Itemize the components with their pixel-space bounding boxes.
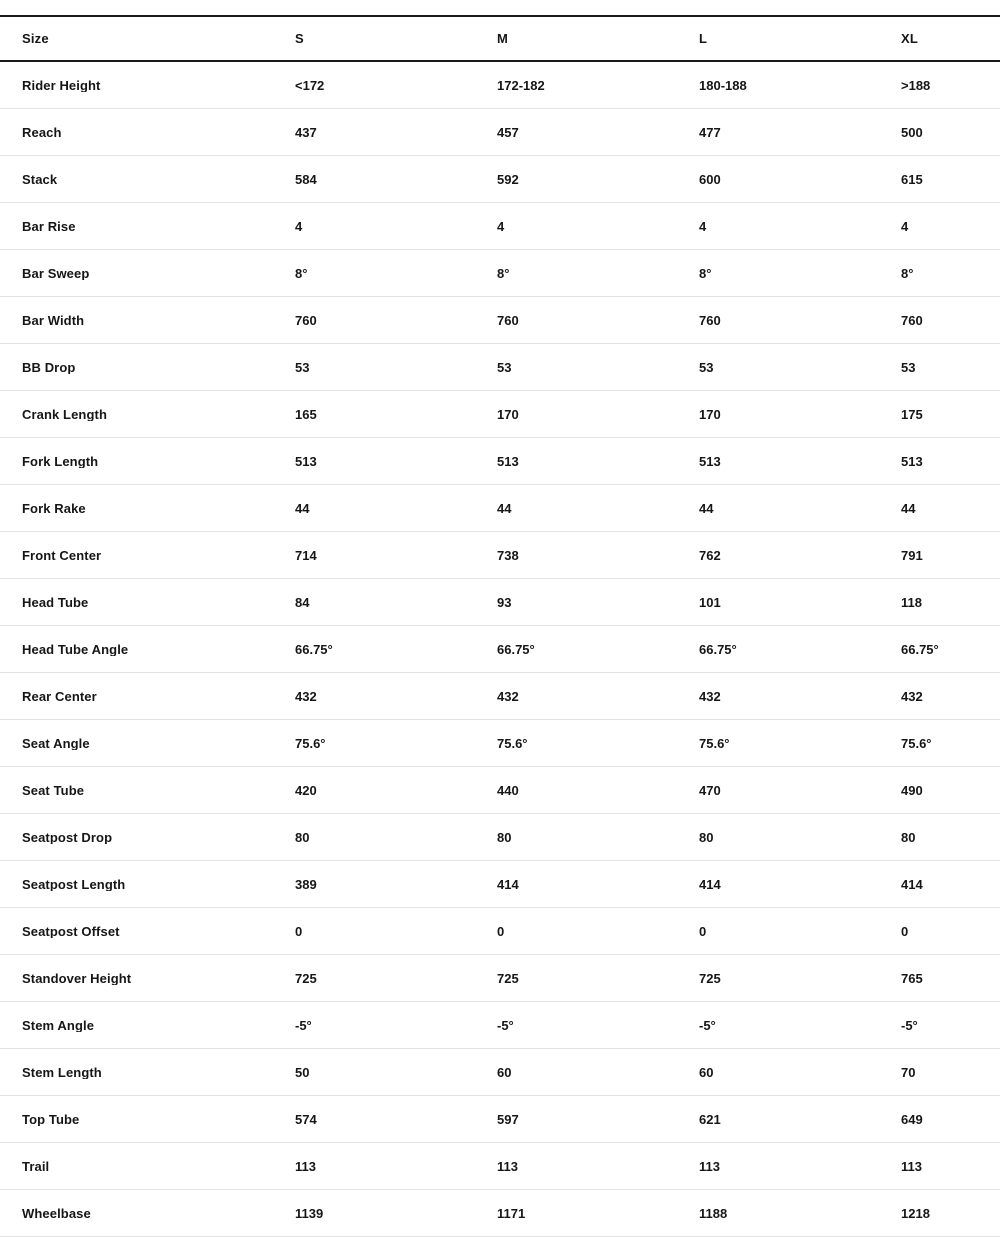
cell-value-xl: 414 — [901, 877, 923, 891]
cell-value-l: 113 — [699, 1159, 720, 1173]
cell-value-l: 760 — [699, 313, 721, 327]
cell-value-xl: 53 — [901, 360, 916, 374]
cell-value-s: 4 — [295, 219, 303, 233]
cell-value-m: 592 — [497, 172, 519, 186]
table-row — [0, 62, 1000, 109]
cell-value-m: 53 — [497, 360, 512, 374]
cell-value-l: 80 — [699, 830, 714, 844]
cell-value-l: 170 — [699, 407, 721, 421]
cell-value-l: 180-188 — [699, 78, 747, 92]
cell-value-xl: 615 — [901, 172, 923, 186]
cell-value-m: 75.6° — [497, 736, 528, 750]
cell-value-s: 75.6° — [295, 736, 326, 750]
row-label: Fork Length — [22, 454, 99, 468]
cell-value-xl: >188 — [901, 78, 931, 92]
cell-value-m: 0 — [497, 924, 505, 938]
cell-value-xl: 118 — [901, 595, 922, 609]
cell-value-s: 53 — [295, 360, 310, 374]
row-label: Head Tube — [22, 595, 89, 609]
table-row — [0, 391, 1000, 438]
row-label: Reach — [22, 125, 62, 139]
cell-value-s: 437 — [295, 125, 317, 139]
cell-value-m: 440 — [497, 783, 519, 797]
cell-value-l: 53 — [699, 360, 714, 374]
cell-value-m: 66.75° — [497, 642, 535, 656]
column-header-size: Size — [22, 32, 49, 45]
table-row — [0, 908, 1000, 955]
cell-value-l: 600 — [699, 172, 721, 186]
cell-value-l: 621 — [699, 1112, 721, 1126]
cell-value-m: 4 — [497, 219, 505, 233]
row-label: Fork Rake — [22, 501, 86, 515]
cell-value-s: 1139 — [295, 1206, 324, 1220]
row-label: Seatpost Length — [22, 877, 126, 891]
cell-value-l: 725 — [699, 971, 721, 985]
cell-value-xl: 8° — [901, 266, 914, 280]
cell-value-l: 8° — [699, 266, 712, 280]
cell-value-l: 60 — [699, 1065, 714, 1079]
cell-value-xl: 500 — [901, 125, 923, 139]
table-row — [0, 720, 1000, 767]
row-label: Seat Angle — [22, 736, 90, 750]
row-label: Seat Tube — [22, 783, 85, 797]
column-header-s: S — [295, 32, 304, 45]
row-label: Bar Sweep — [22, 266, 90, 280]
cell-value-xl: 44 — [901, 501, 916, 515]
row-label: Front Center — [22, 548, 102, 562]
cell-value-m: 760 — [497, 313, 519, 327]
table-row — [0, 955, 1000, 1002]
cell-value-m: 597 — [497, 1112, 519, 1126]
cell-value-l: 477 — [699, 125, 721, 139]
cell-value-xl: 432 — [901, 689, 923, 703]
table-row — [0, 814, 1000, 861]
cell-value-xl: 66.75° — [901, 642, 939, 656]
table-row — [0, 203, 1000, 250]
cell-value-xl: 490 — [901, 783, 923, 797]
table-row — [0, 1143, 1000, 1190]
cell-value-m: -5° — [497, 1018, 514, 1032]
cell-value-s: 50 — [295, 1065, 310, 1079]
cell-value-m: 113 — [497, 1159, 518, 1173]
cell-value-l: 762 — [699, 548, 721, 562]
row-label: Stem Length — [22, 1065, 102, 1079]
cell-value-m: 457 — [497, 125, 519, 139]
table-row — [0, 156, 1000, 203]
row-label: Wheelbase — [22, 1206, 91, 1220]
column-header-l: L — [699, 32, 708, 45]
cell-value-xl: 649 — [901, 1112, 923, 1126]
table-row — [0, 626, 1000, 673]
cell-value-m: 80 — [497, 830, 512, 844]
cell-value-s: 432 — [295, 689, 317, 703]
table-row — [0, 485, 1000, 532]
cell-value-m: 414 — [497, 877, 519, 891]
cell-value-s: 0 — [295, 924, 303, 938]
cell-value-xl: 765 — [901, 971, 923, 985]
table-row — [0, 1049, 1000, 1096]
cell-value-m: 170 — [497, 407, 519, 421]
cell-value-s: -5° — [295, 1018, 312, 1032]
table-row — [0, 344, 1000, 391]
row-label: Rear Center — [22, 689, 97, 703]
table-row — [0, 109, 1000, 156]
cell-value-xl: 113 — [901, 1159, 922, 1173]
cell-value-l: 75.6° — [699, 736, 730, 750]
table-row — [0, 1096, 1000, 1143]
cell-value-l: 414 — [699, 877, 721, 891]
table-body — [0, 62, 1000, 1237]
cell-value-xl: 4 — [901, 219, 909, 233]
cell-value-m: 93 — [497, 595, 512, 609]
cell-value-m: 8° — [497, 266, 510, 280]
cell-value-s: 165 — [295, 407, 317, 421]
cell-value-s: 389 — [295, 877, 317, 891]
cell-value-m: 1171 — [497, 1206, 526, 1220]
cell-value-s: 84 — [295, 595, 310, 609]
cell-value-xl: 175 — [901, 407, 923, 421]
cell-value-l: 101 — [699, 595, 721, 609]
column-header-m: M — [497, 32, 509, 45]
row-label: Stack — [22, 172, 58, 186]
table-header — [0, 15, 1000, 62]
row-label: Bar Width — [22, 313, 85, 327]
table-row — [0, 1190, 1000, 1237]
table-row — [0, 673, 1000, 720]
cell-value-l: 44 — [699, 501, 714, 515]
cell-value-s: <172 — [295, 78, 325, 92]
cell-value-l: 470 — [699, 783, 721, 797]
cell-value-l: 66.75° — [699, 642, 737, 656]
table-row — [0, 767, 1000, 814]
row-label: Standover Height — [22, 971, 132, 985]
cell-value-s: 113 — [295, 1159, 316, 1173]
cell-value-l: 0 — [699, 924, 707, 938]
cell-value-s: 714 — [295, 548, 317, 562]
cell-value-l: 4 — [699, 219, 707, 233]
row-label: Seatpost Offset — [22, 924, 120, 938]
cell-value-xl: 513 — [901, 454, 923, 468]
row-label: Trail — [22, 1159, 50, 1173]
cell-value-s: 44 — [295, 501, 310, 515]
cell-value-xl: -5° — [901, 1018, 918, 1032]
cell-value-s: 725 — [295, 971, 317, 985]
table-row — [0, 1002, 1000, 1049]
cell-value-xl: 75.6° — [901, 736, 932, 750]
cell-value-s: 584 — [295, 172, 317, 186]
cell-value-s: 574 — [295, 1112, 317, 1126]
row-label: Top Tube — [22, 1112, 80, 1126]
cell-value-m: 172-182 — [497, 78, 545, 92]
row-label: Bar Rise — [22, 219, 76, 233]
cell-value-m: 44 — [497, 501, 512, 515]
row-label: BB Drop — [22, 360, 76, 374]
table-row — [0, 861, 1000, 908]
table-row — [0, 297, 1000, 344]
cell-value-xl: 80 — [901, 830, 916, 844]
table-row — [0, 250, 1000, 297]
row-label: Seatpost Drop — [22, 830, 113, 844]
cell-value-l: -5° — [699, 1018, 716, 1032]
cell-value-s: 420 — [295, 783, 317, 797]
cell-value-s: 66.75° — [295, 642, 333, 656]
table-row — [0, 579, 1000, 626]
cell-value-s: 760 — [295, 313, 317, 327]
cell-value-s: 8° — [295, 266, 308, 280]
cell-value-m: 60 — [497, 1065, 512, 1079]
cell-value-s: 513 — [295, 454, 317, 468]
cell-value-xl: 0 — [901, 924, 909, 938]
cell-value-xl: 70 — [901, 1065, 916, 1079]
cell-value-s: 80 — [295, 830, 310, 844]
cell-value-m: 725 — [497, 971, 519, 985]
cell-value-xl: 760 — [901, 313, 923, 327]
row-label: Crank Length — [22, 407, 107, 421]
cell-value-m: 738 — [497, 548, 519, 562]
cell-value-m: 432 — [497, 689, 519, 703]
row-label: Rider Height — [22, 78, 101, 92]
cell-value-l: 513 — [699, 454, 721, 468]
cell-value-l: 1188 — [699, 1206, 728, 1220]
cell-value-m: 513 — [497, 454, 519, 468]
cell-value-xl: 1218 — [901, 1206, 930, 1220]
cell-value-l: 432 — [699, 689, 721, 703]
table-row — [0, 532, 1000, 579]
row-label: Head Tube Angle — [22, 642, 129, 656]
table-row — [0, 438, 1000, 485]
cell-value-xl: 791 — [901, 548, 923, 562]
row-label: Stem Angle — [22, 1018, 95, 1032]
column-header-xl: XL — [901, 32, 919, 45]
